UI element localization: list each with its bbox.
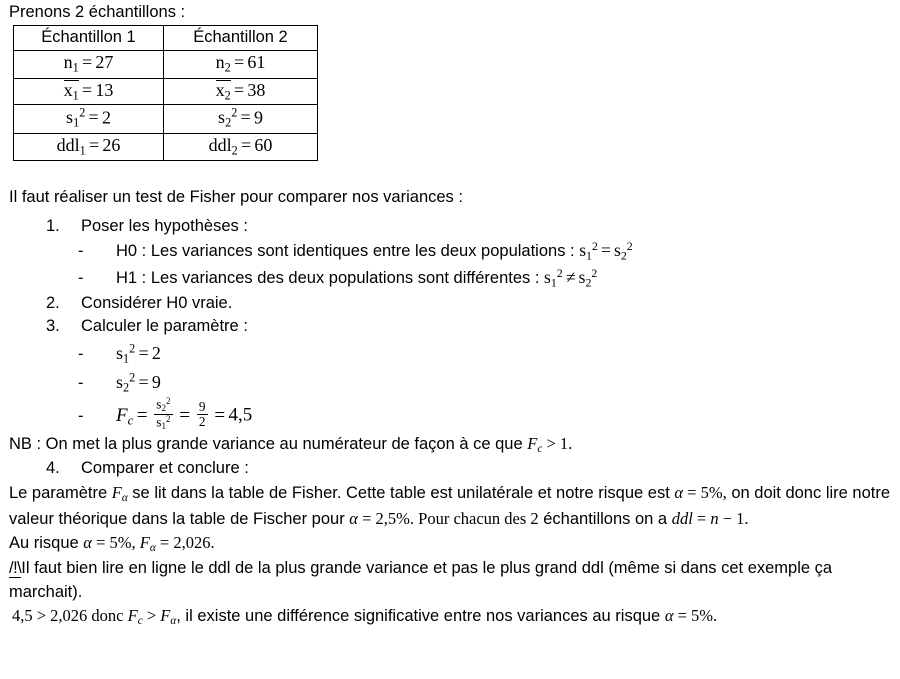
paragraph-segment-2: se lit dans la table de Fisher. Cette table est unilatérale et notre risque est [127, 483, 675, 502]
math-alpha: α [664, 606, 674, 626]
math-s2-squared: $s_2^2$ [578, 265, 598, 290]
cell-ddl2: ddl$_2$ = 60 [164, 133, 318, 160]
list-number: 2. [46, 293, 60, 312]
risk-segment-1: Au risque [9, 534, 84, 553]
param-s2-value: 9 [151, 372, 161, 393]
math-f-alpha: $F_\alpha$ [139, 533, 156, 555]
paragraph-segment-6: échantillons on a [543, 509, 672, 528]
hypothesis-h0-text [116, 238, 633, 265]
paragraph-segment-5: = 2,5%. Pour chacun des 2 [357, 508, 539, 528]
final-segment-2: > [142, 606, 161, 626]
lead-in-sentence: Il faut réaliser un test de Fisher pour comparer nos variances : [9, 188, 463, 207]
value-ddl2: 60 [254, 134, 273, 155]
operator-equals-1: = [136, 404, 148, 426]
table-row [14, 51, 318, 78]
operator-equals: = [138, 342, 149, 363]
math-alpha: α [83, 533, 92, 553]
cell-xbar1: $x_1 = 13$ [14, 78, 164, 104]
final-conclusion-line [6, 604, 894, 630]
cell-s2sq: $s_2^2 = 9$ [164, 105, 318, 134]
conclusion-paragraph [6, 481, 894, 531]
math-ddl: ddl [671, 508, 693, 528]
operator-not-equals: ≠ [565, 267, 576, 288]
paragraph-segment-8: − 1. [718, 508, 749, 528]
warning-icon: /!\ [9, 559, 22, 578]
math-f-alpha: $F_\alpha$ [160, 606, 177, 628]
list-item-fc-formula [6, 398, 894, 433]
list-item-step-1 [6, 215, 894, 238]
paragraph-segment-1: Le paramètre [9, 483, 112, 502]
list-item-param-s2 [6, 368, 894, 398]
value-xbar2: 38 [247, 79, 266, 100]
warning-paragraph [6, 557, 894, 604]
dash-marker: - [78, 406, 84, 425]
param-s1-expression: $s_1^2 = 2$ [116, 341, 161, 365]
paragraph-segment-7: = [692, 508, 711, 528]
nb-note-prefix: NB : On met la plus grande variance au numérateur de façon à ce que [9, 435, 528, 454]
value-s1sq: 2 [101, 107, 111, 128]
fraction-denominator: 2 [198, 413, 206, 429]
paragraph-segment-4: on doit donc lire notre valeur théorique dans la table de Fischer pour [9, 483, 891, 528]
cell-n2: $n_2 = 61$ [164, 51, 318, 78]
table-row-header [14, 26, 318, 51]
value-xbar1: 13 [95, 79, 114, 100]
dash-marker: - [78, 269, 84, 288]
paragraph-segment-3: = 5%, [683, 482, 727, 502]
math-s1-squared: $s_1^2$ [579, 239, 598, 263]
warning-line-2: exemple ça marchait). [9, 559, 833, 601]
hypothesis-h0-prefix: H0 : Les variances sont identiques entre les deux populations : [116, 242, 580, 261]
risk-segment-3: = 2,026. [155, 533, 215, 553]
fraction-numerator: $s_2^2$ [156, 396, 171, 414]
list-number: 4. [46, 459, 60, 478]
math-alpha-1: α [674, 482, 684, 502]
fc-formula-expression [116, 398, 252, 433]
math-n: n [710, 508, 719, 528]
nb-note-rest: > 1. [542, 434, 573, 454]
list-item-step-4 [6, 457, 894, 480]
list-item-param-s1 [6, 339, 894, 369]
nb-note [6, 433, 894, 457]
dash-marker: - [78, 242, 84, 261]
table-row [14, 105, 318, 134]
math-alpha-2: α [349, 508, 358, 528]
dash-marker: - [78, 374, 84, 393]
fc-symbol: $F_c$ [116, 404, 134, 428]
subscript-1: 1 [72, 60, 79, 75]
list-item-hypothesis-h1 [6, 265, 894, 292]
list-item-hypothesis-h0 [6, 238, 894, 265]
param-s1-value: 2 [151, 342, 161, 363]
dash-marker: - [78, 344, 84, 363]
table-row [14, 133, 318, 160]
list-item-step-3 [6, 315, 894, 338]
overline-xbar1: $x_1$ [63, 79, 79, 103]
value-n2: 61 [247, 52, 266, 73]
spacer [6, 161, 894, 187]
final-segment-1: 4,5 > 2,026 donc [12, 606, 128, 626]
warning-line-1: Il faut bien lire en ligne le ddl de la plus grande variance et pas le plus grand ddl (même si dans cet [21, 559, 744, 578]
operator-equals-3: = [214, 404, 226, 426]
hypothesis-h1-text [116, 265, 597, 292]
math-s1-squared: $s_1^2$ [544, 265, 563, 290]
cell-ddl1: ddl$_1$ = 26 [14, 133, 164, 160]
cell-xbar2: $x_2 = 38$ [164, 78, 318, 104]
subscript-2: 2 [224, 60, 231, 75]
fraction-numerator: 9 [198, 398, 206, 414]
table-header-sample-1: Échantillon 1 [14, 26, 164, 51]
math-fc: $F_c$ [127, 606, 143, 628]
final-segment-3: , il existe une différence significative entre nos variances au risque [176, 607, 665, 626]
math-f-alpha: $F_\alpha$ [111, 482, 128, 504]
risk-value-line [6, 531, 894, 557]
samples-table [13, 25, 318, 161]
value-s2sq: 9 [253, 107, 263, 128]
final-segment-4: = 5%. [673, 606, 718, 626]
operator-equals-2: = [179, 404, 191, 426]
operator-equals: = [601, 240, 611, 261]
list-number: 3. [46, 317, 60, 336]
math-fc: $F_c$ [527, 434, 543, 456]
table-header-sample-2: Échantillon 2 [164, 26, 318, 51]
fraction-denominator: $s_1^2$ [156, 413, 171, 432]
list-item-label: Calculer le paramètre : [81, 317, 248, 336]
fraction-variances [154, 397, 172, 432]
value-ddl1: 26 [102, 134, 121, 155]
fc-result-value: 4,5 [228, 404, 253, 426]
list-item-step-2 [6, 292, 894, 315]
list-item-label: Considérer H0 vraie. [81, 293, 233, 312]
param-s2-expression: $s_2^2 = 9$ [116, 370, 161, 395]
cell-n1: $n_1 = 27$ [14, 51, 164, 78]
risk-segment-2: = 5%, [91, 533, 140, 553]
math-s2-squared: $s_2^2$ [614, 239, 633, 263]
operator-equals: = [138, 372, 149, 393]
value-n1: 27 [95, 52, 114, 73]
overline-xbar2: $x_2$ [215, 79, 231, 103]
list-item-label: Poser les hypothèses : [81, 216, 248, 235]
table-row [14, 78, 318, 104]
list-item-label: Comparer et conclure : [81, 459, 249, 478]
cell-s1sq: $s_1^2 = 2$ [14, 105, 164, 134]
intro-line: Prenons 2 échantillons : [9, 3, 186, 21]
list-number: 1. [46, 216, 60, 235]
fraction-numeric [197, 400, 208, 430]
hypothesis-h1-prefix: H1 : Les variances des deux populations sont différentes : [116, 269, 545, 288]
